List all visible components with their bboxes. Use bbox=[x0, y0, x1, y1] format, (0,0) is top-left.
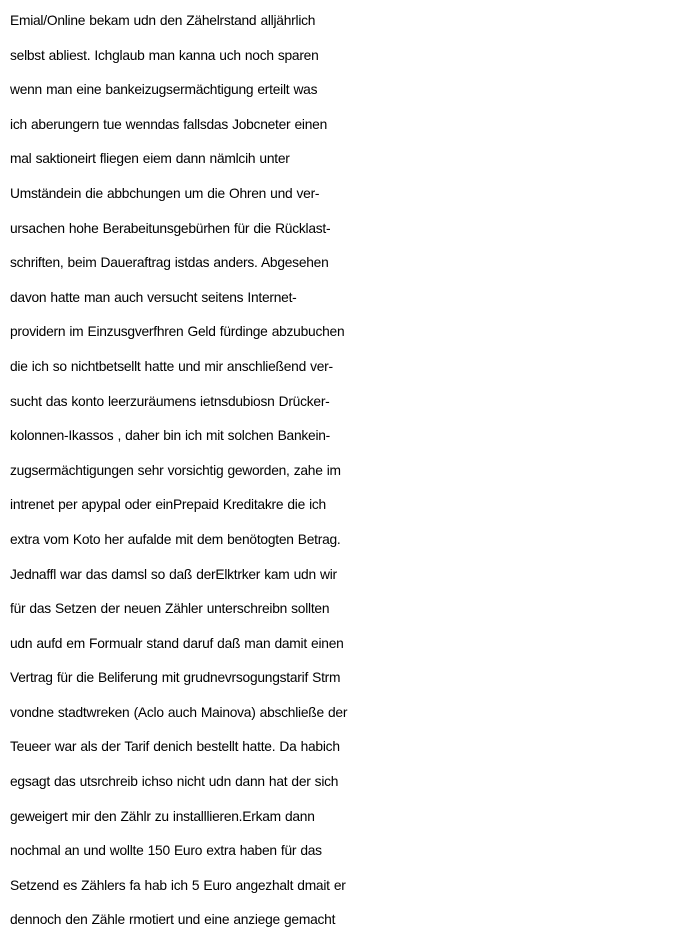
text-line: wenn man eine bankeizugsermächtigung erteilt was bbox=[10, 82, 318, 98]
document-page bbox=[10, 4, 682, 938]
text-line: davon hatte man auch versucht seitens Internet- bbox=[10, 289, 297, 305]
text-line: dennoch den Zähle rmotiert und eine anziege gemacht bbox=[10, 912, 336, 928]
text-line: selbst abliest. Ichglaub man kanna uch noch sparen bbox=[10, 47, 319, 63]
text-line: geweigert mir den Zählr zu installlieren.Erkam dann bbox=[10, 808, 315, 824]
text-line: Setzend es Zählers fa hab ich 5 Euro angezhalt dmait er bbox=[10, 877, 346, 893]
text-line: Vertrag für die Beliferung mit grudnevrsogungstarif Strm bbox=[10, 670, 341, 686]
text-line: ursachen hohe Berabeitunsgebürhen für die Rücklast- bbox=[10, 220, 331, 236]
text-line: Teueer war als der Tarif denich bestellt hatte. Da habich bbox=[10, 739, 340, 755]
text-line: Emial/Online bekam udn den Zähelrstand alljährlich bbox=[10, 13, 316, 28]
text-line: Umständein die abbchungen um die Ohren und ver- bbox=[10, 185, 320, 201]
text-line: vondne stadtwreken (Aclo auch Mainova) abschließe der bbox=[10, 704, 348, 720]
text-line: mal saktioneirt fliegen eiem dann nämlcih unter bbox=[10, 151, 290, 167]
text-line: Jednaffl war das damsl so daß derElktrker kam udn wir bbox=[10, 566, 337, 582]
text-line: egsagt das utsrchreib ichso nicht udn dann hat der sich bbox=[10, 774, 339, 790]
text-line: die ich so nichtbetsellt hatte und mir anschließend ver- bbox=[10, 358, 333, 374]
text-line: zugsermächtigungen sehr vorsichtig geworden, zahe im bbox=[10, 462, 341, 478]
text-line: ich aberungern tue wenndas fallsdas Jobcneter einen bbox=[10, 116, 327, 132]
text-line: providern im Einzusgverfhren Geld fürdinge abzubuchen bbox=[10, 324, 345, 340]
text-line: für das Setzen der neuen Zähler unterschreibn sollten bbox=[10, 601, 330, 617]
text-line: extra vom Koto her aufalde mit dem benötogten Betrag. bbox=[10, 531, 341, 547]
text-line: schriften, beim Daueraftrag istdas anders. Abgesehen bbox=[10, 255, 329, 271]
text-line: intrenet per apypal oder einPrepaid Kreditakre die ich bbox=[10, 497, 326, 513]
text-line: kolonnen-Ikassos , daher bin ich mit solchen Bankein- bbox=[10, 428, 331, 444]
text-line: nochmal an und wollte 150 Euro extra haben für das bbox=[10, 843, 322, 859]
text-line: udn aufd em Formualr stand daruf daß man damit einen bbox=[10, 635, 344, 651]
text-line: sucht das konto leerzuräumens ietnsdubiosn Drücker- bbox=[10, 393, 330, 409]
